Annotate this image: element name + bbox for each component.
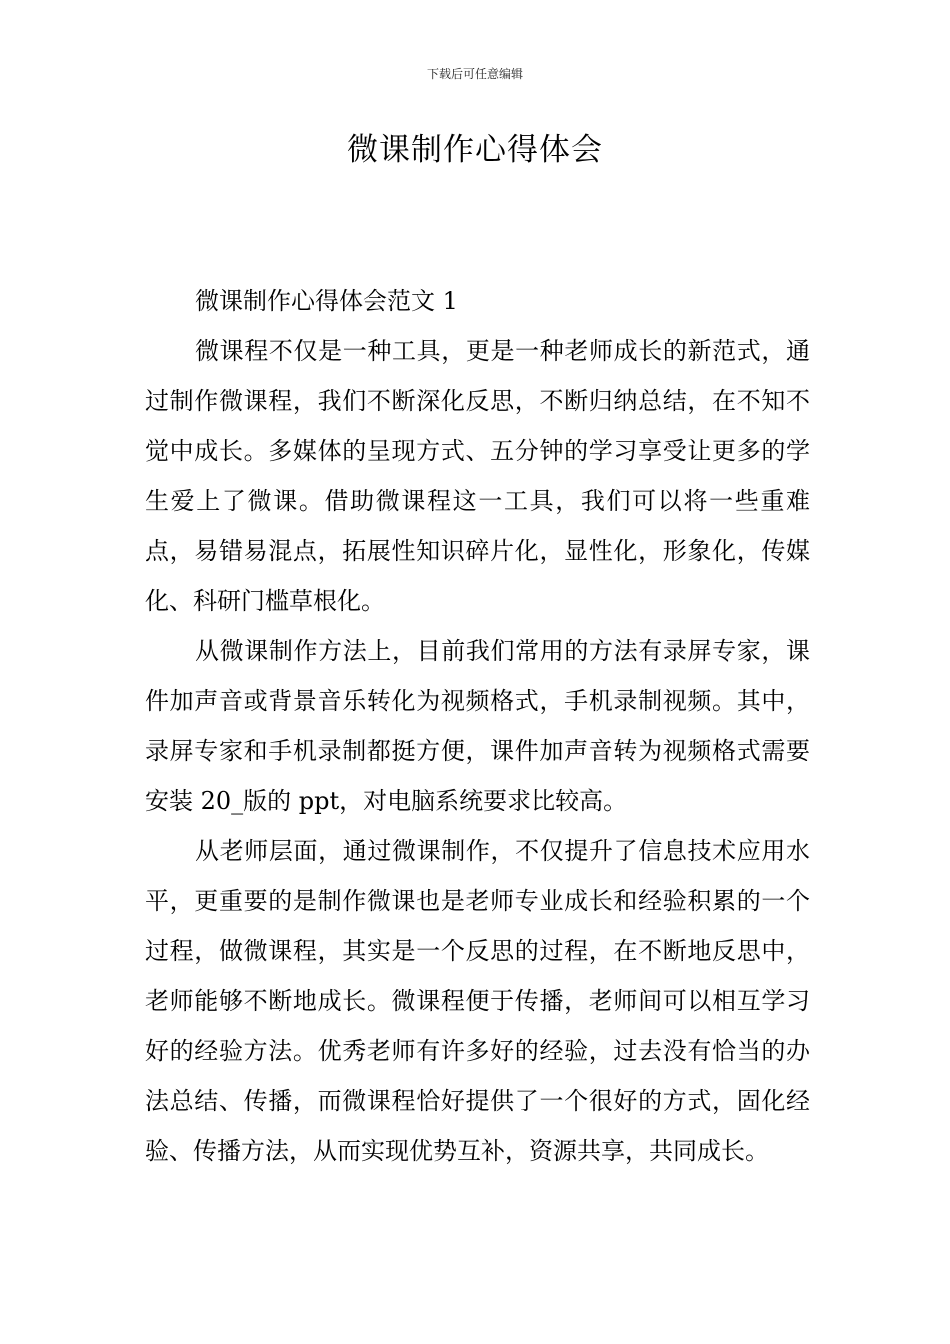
paragraph-subtitle: 微课制作心得体会范文 1 (195, 287, 458, 315)
document-title: 微课制作心得体会 (347, 132, 603, 168)
document-body (145, 276, 810, 1176)
paragraph: 微课程不仅是一种工具，更是一种老师成长的新范式，通过制作微课程，我们不断深化反思，不断归纳总结，在不知不觉中成长。多媒体的呈现方式、五分钟的学习享受让更多的学生爱上了微课。借助微课程这一工具，我们可以将一些重难点，易错易混点，拓展性知识碎片化，显性化，形象化，传媒化、科研门槛草根化。 (145, 337, 810, 615)
header-note: 下载后可任意编辑 (426, 67, 523, 81)
paragraph: 从老师层面，通过微课制作，不仅提升了信息技术应用水平，更重要的是制作微课也是老师专业成长和经验积累的一个过程，做微课程，其实是一个反思的过程，在不断地反思中，老师能够不断地成长。微课程便于传播，老师间可以相互学习好的经验方法。优秀老师有许多好的经验，过去没有恰当的办法总结、传播，而微课程恰好提供了一个很好的方式，固化经验、传播方法，从而实现优势互补，资源共享，共同成长。 (145, 837, 810, 1165)
paragraph: 从微课制作方法上，目前我们常用的方法有录屏专家，课件加声音或背景音乐转化为视频格式，手机录制视频。其中，录屏专家和手机录制都挺方便，课件加声音转为视频格式需要安装 20_版的 ppt，对电脑系统要求比较高。 (145, 637, 810, 815)
